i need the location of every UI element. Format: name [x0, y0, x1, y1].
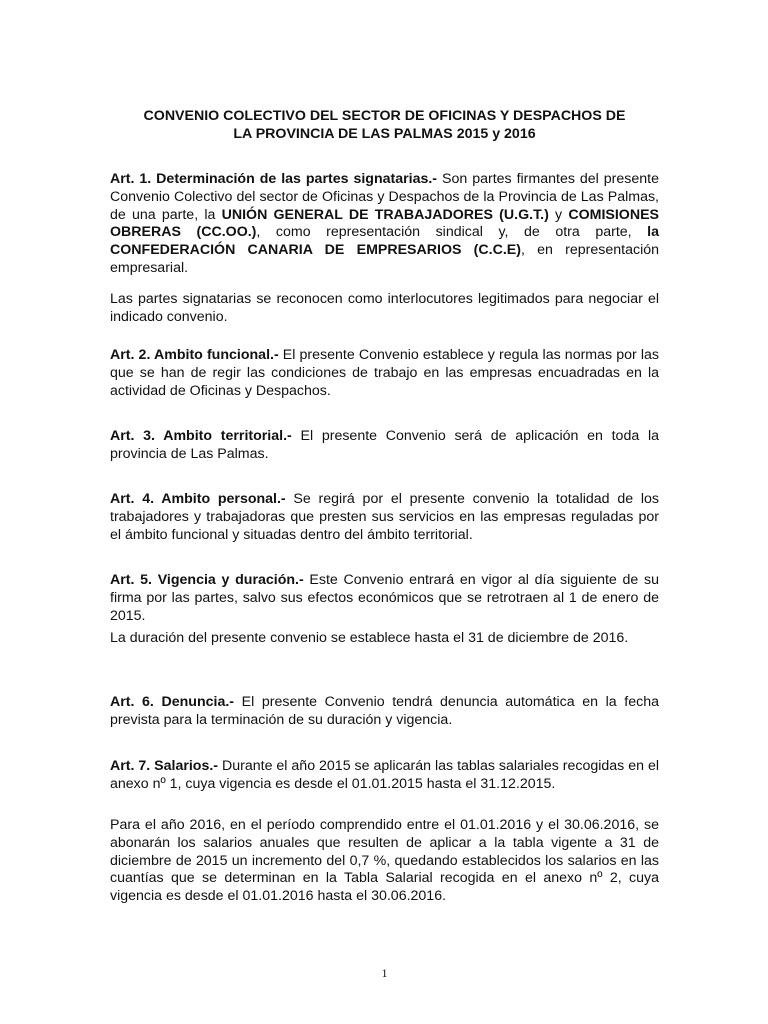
article-5-paragraph-2: La duración del presente convenio se establece hasta el 31 de diciembre de 2016. [110, 630, 629, 646]
article-1-text-c: , como representación sindical y, de otra parte, [256, 224, 648, 241]
document-title [110, 107, 659, 143]
article-6-heading: Art. 6. Denuncia.- [110, 694, 235, 710]
article-1-party-cce: la CONFEDERACIÓN CANARIA DE EMPRESARIOS (C.C.E) [110, 224, 660, 259]
article-1-text-a: Son partes firmantes del presente Convenio Colectivo del sector de Oficinas y Despachos de la Provincia de Las Palmas, de una parte, la [110, 171, 659, 223]
article-6-text: El presente Convenio tendrá denuncia automática en la fecha prevista para la terminación de su duración y vigencia. [110, 694, 659, 728]
article-2 [110, 347, 659, 400]
article-5-text: Este Convenio entrará en vigor al día siguiente de su firma por las partes, salvo sus efectos económicos que se retrotraen al 1 de enero de 2015. [110, 572, 660, 624]
article-7 [110, 758, 659, 794]
article-1-party-ugt: UNIÓN GENERAL DE TRABAJADORES (U.G.T.) [221, 206, 549, 223]
article-7-text: Durante el año 2015 se aplicarán las tablas salariales recogidas en el anexo nº 1, cuya vigencia es desde el 01.01.2015 hasta el 31.12.2015. [110, 758, 659, 792]
article-1 [110, 171, 659, 278]
title-line-1: CONVENIO COLECTIVO DEL SECTOR DE OFICINAS Y DESPACHOS DE [143, 108, 626, 124]
title-line-2: LA PROVINCIA DE LAS PALMAS 2015 y 2016 [233, 126, 536, 142]
article-3-heading: Art. 3. Ambito territorial.- [110, 428, 292, 444]
article-3 [110, 428, 659, 464]
article-7-heading: Art. 7. Salarios.- [110, 758, 219, 774]
article-1-party-ccoo: COMISIONES OBRERAS (CC.OO.) [110, 206, 660, 241]
article-6 [110, 694, 659, 730]
article-5-heading: Art. 5. Vigencia y duración.- [110, 572, 304, 588]
article-2-text: El presente Convenio establece y regula las normas por las que se han de regir las condiciones de trabajo en las empresas encuadradas en la actividad de Oficinas y Despachos. [110, 347, 659, 399]
article-4 [110, 491, 659, 544]
page-number: 1 [381, 966, 388, 980]
article-4-heading: Art. 4. Ambito personal.- [110, 491, 286, 507]
article-1-paragraph-2: Las partes signatarias se reconocen como interlocutores legitimados para negociar el indicado convenio. [110, 291, 659, 325]
article-1-heading: Art. 1. Determinación de las partes signatarias.- [110, 171, 438, 187]
article-3-text: El presente Convenio será de aplicación en toda la provincia de Las Palmas. [110, 428, 659, 462]
article-5 [110, 572, 659, 625]
article-2-heading: Art. 2. Ambito funcional.- [110, 347, 279, 363]
article-1-text-b: y [548, 206, 569, 223]
article-7-paragraph-2: Para el año 2016, en el período comprendido entre el 01.01.2016 y el 30.06.2016, se abonarán los salarios anuales que resulten de aplicar a la tabla vigente a 31 de diciembre de 2015 un incremento del 0,7 %, quedando establecidos los salarios en las cuantías que se determinan en la Tabla Salarial recogida en el anexo nº 2, cuya vigencia es desde el 01.01.2016 hasta el 30.06.2016. [110, 817, 659, 905]
article-1-text-d: , en representación empresarial. [110, 242, 659, 276]
article-4-text: Se regirá por el presente convenio la totalidad de los trabajadores y trabajadoras que presten sus servicios en las empresas reguladas por el ámbito funcional y situadas dentro del ámbito territorial. [110, 491, 659, 543]
